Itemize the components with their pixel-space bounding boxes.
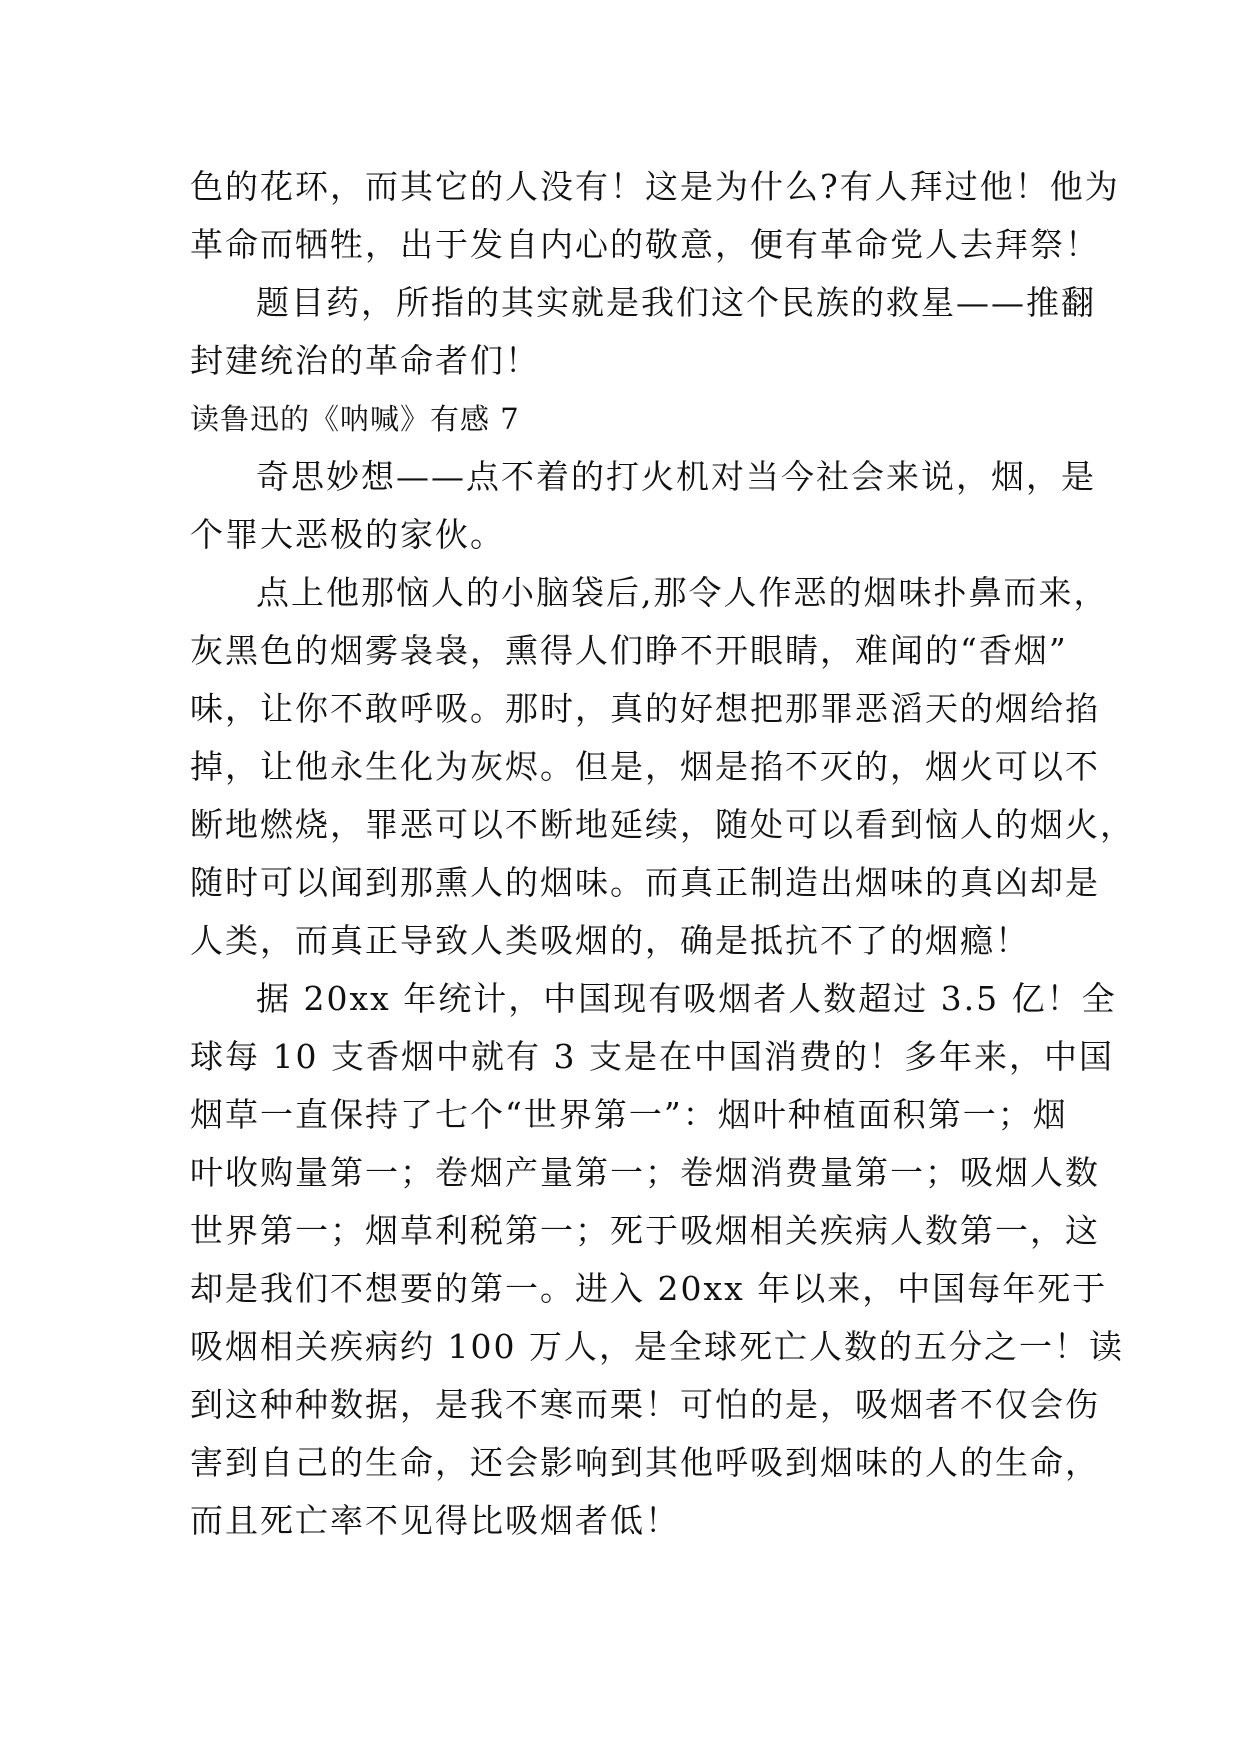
paragraph-start-line: 据 20xx 年统计，中国现有吸烟者人数超过 3.5 亿！全 xyxy=(256,979,1117,1018)
paragraph-start-line: 点上他那恼人的小脑袋后,那令人作恶的烟味扑鼻而来， xyxy=(256,573,1109,612)
text-line: 掉，让他永生化为灰烬。但是，烟是掐不灭的，烟火可以不 xyxy=(190,747,1100,786)
text-line: 球每 10 支香烟中就有 3 支是在中国消费的！多年来，中国 xyxy=(190,1037,1114,1076)
text-line: 个罪大恶极的家伙。 xyxy=(190,515,505,554)
text-line: 害到自己的生命，还会影响到其他呼吸到烟味的人的生命， xyxy=(190,1443,1100,1482)
text-line: 色的花环，而其它的人没有！这是为什么?有人拜过他！他为 xyxy=(190,167,1120,206)
text-line: 断地燃烧，罪恶可以不断地延续，随处可以看到恼人的烟火， xyxy=(190,805,1135,844)
text-line: 世界第一；烟草利税第一；死于吸烟相关疾病人数第一，这 xyxy=(190,1211,1100,1250)
text-line: 烟草一直保持了七个“世界第一”：烟叶种植面积第一；烟 xyxy=(190,1095,1068,1134)
text-line: 到这种种数据，是我不寒而栗！可怕的是，吸烟者不仅会伤 xyxy=(190,1385,1100,1424)
text-line: 而且死亡率不见得比吸烟者低！ xyxy=(190,1501,680,1540)
paragraph-start-line: 题目药，所指的其实就是我们这个民族的救星——推翻 xyxy=(256,283,1096,322)
text-line: 味，让你不敢呼吸。那时，真的好想把那罪恶滔天的烟给掐 xyxy=(190,689,1100,728)
paragraph-start-line: 奇思妙想——点不着的打火机对当今社会来说，烟，是 xyxy=(256,457,1096,496)
text-line: 人类，而真正导致人类吸烟的，确是抵抗不了的烟瘾！ xyxy=(190,921,1030,960)
text-line: 灰黑色的烟雾袅袅，熏得人们睁不开眼睛，难闻的“香烟” xyxy=(190,631,1068,670)
text-line: 随时可以闻到那熏人的烟味。而真正制造出烟味的真凶却是 xyxy=(190,863,1100,902)
text-line: 叶收购量第一；卷烟产量第一；卷烟消费量第一；吸烟人数 xyxy=(190,1153,1100,1192)
section-title: 读鲁迅的《呐喊》有感 7 xyxy=(190,402,520,436)
text-line: 封建统治的革命者们！ xyxy=(190,341,540,380)
text-line: 革命而牺牲，出于发自内心的敬意，便有革命党人去拜祭！ xyxy=(190,225,1100,264)
text-line: 却是我们不想要的第一。进入 20xx 年以来，中国每年死于 xyxy=(190,1269,1108,1308)
document-page xyxy=(190,158,1135,1550)
text-line: 吸烟相关疾病约 100 万人，是全球死亡人数的五分之一！读 xyxy=(190,1327,1124,1366)
